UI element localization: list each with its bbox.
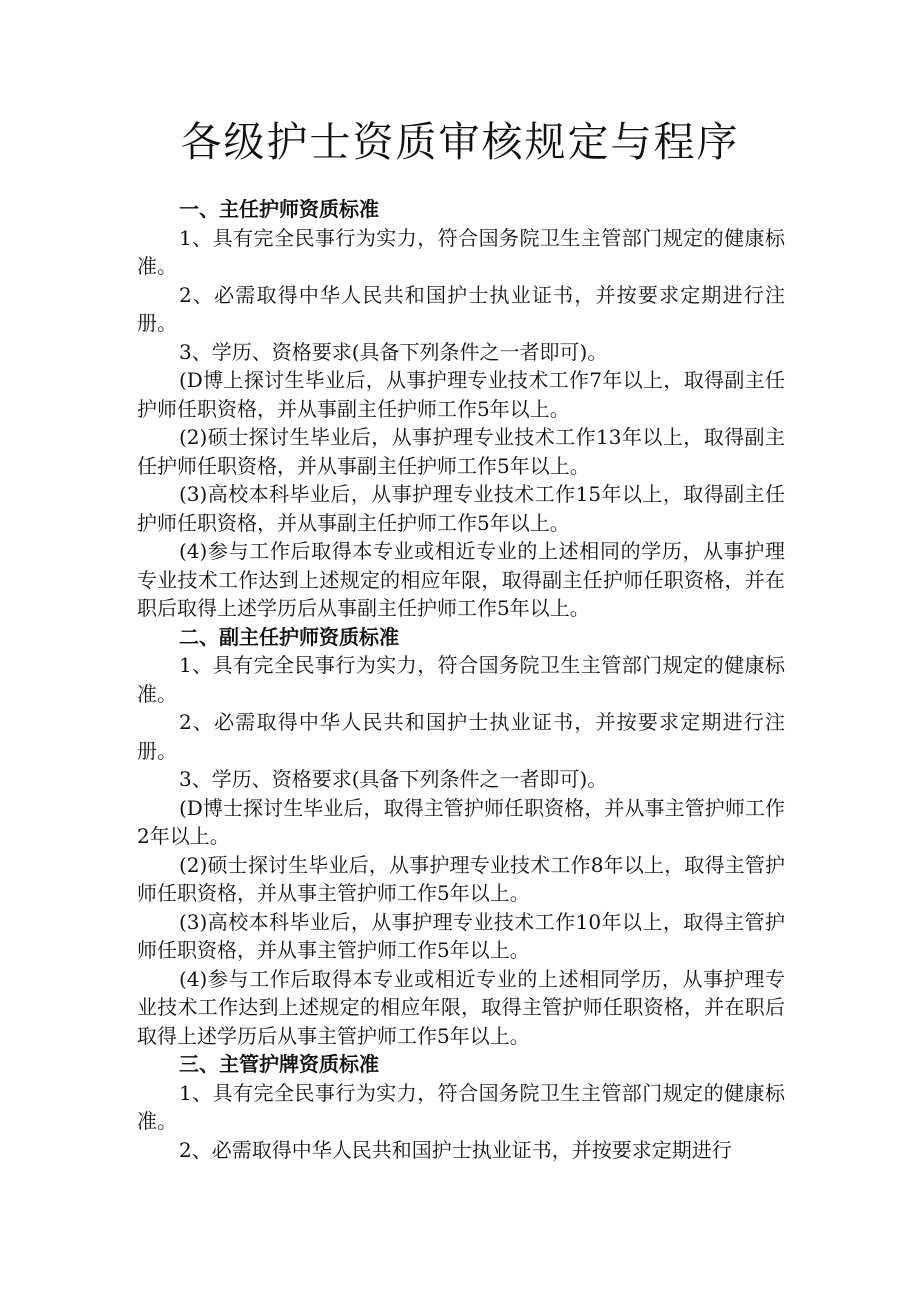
paragraph: (3)高校本科毕业后，从事护理专业技术工作10年以上，取得主管护师任职资格，并从事主管护师工作5年以上。 [137, 909, 785, 962]
paragraph: (D博上探讨生毕业后，从事护理专业技术工作7年以上，取得副主任护师任职资格，并从事副主任护师工作5年以上。 [137, 368, 785, 421]
paragraph: 1、具有完全民事行为实力，符合国务院卫生主管部门规定的健康标准。 [137, 653, 785, 706]
section-heading: 三、主管护牌资质标准 [179, 1052, 379, 1076]
section-heading: 一、主任护师资质标准 [179, 197, 379, 221]
paragraph: 1、具有完全民事行为实力，符合国务院卫生主管部门规定的健康标准。 [137, 1080, 785, 1133]
section-chief-nurse [137, 195, 785, 623]
paragraph: 2、必需取得中华人民共和国护士执业证书，并按要求定期进行注册。 [137, 282, 785, 335]
paragraph: (4)参与工作后取得本专业或相近专业的上述相同的学历，从事护理专业技术工作达到上述规定的相应年限，取得副主任护师任职资格，并在职后取得上述学历后从事副主任护师工作5年以上。 [137, 539, 785, 620]
document-body [137, 195, 785, 1164]
paragraph: 3、学历、资格要求(具备下列条件之一者即可)。 [179, 767, 608, 791]
paragraph: (4)参与工作后取得本专业或相近专业的上述相同学历，从事护理专业技术工作达到上述规定的相应年限，取得主管护师任职资格，并在职后取得上述学历后从事主管护师工作5年以上。 [137, 966, 785, 1048]
paragraph: (2)硕士探讨生毕业后，从事护理专业技术工作13年以上，取得副主任护师任职资格，并从事副主任护师工作5年以上。 [137, 425, 785, 478]
paragraph: 2、必需取得中华人民共和国护士执业证书，并按要求定期进行 [179, 1137, 732, 1162]
paragraph: 3、学历、资格要求(具备下列条件之一者即可)。 [179, 339, 608, 364]
page-title: 各级护士资质审核规定与程序 [180, 118, 740, 166]
paragraph: 1、具有完全民事行为实力，符合国务院卫生主管部门规定的健康标准。 [137, 225, 785, 278]
paragraph: (2)硕士探讨生毕业后，从事护理专业技术工作8年以上，取得主管护师任职资格，并从事主管护师工作5年以上。 [137, 852, 785, 905]
paragraph: (D博士探讨生毕业后，取得主管护师任职资格，并从事主管护师工作2年以上。 [137, 795, 785, 848]
paragraph: 2、必需取得中华人民共和国护士执业证书，并按要求定期进行注册。 [137, 710, 785, 763]
paragraph: (3)高校本科毕业后，从事护理专业技术工作15年以上，取得副主任护师任职资格，并从事副主任护师工作5年以上。 [137, 482, 785, 535]
section-heading: 二、副主任护师资质标准 [179, 624, 399, 649]
section-supervisor-nurse [137, 1050, 785, 1164]
section-deputy-chief-nurse [137, 623, 785, 1051]
